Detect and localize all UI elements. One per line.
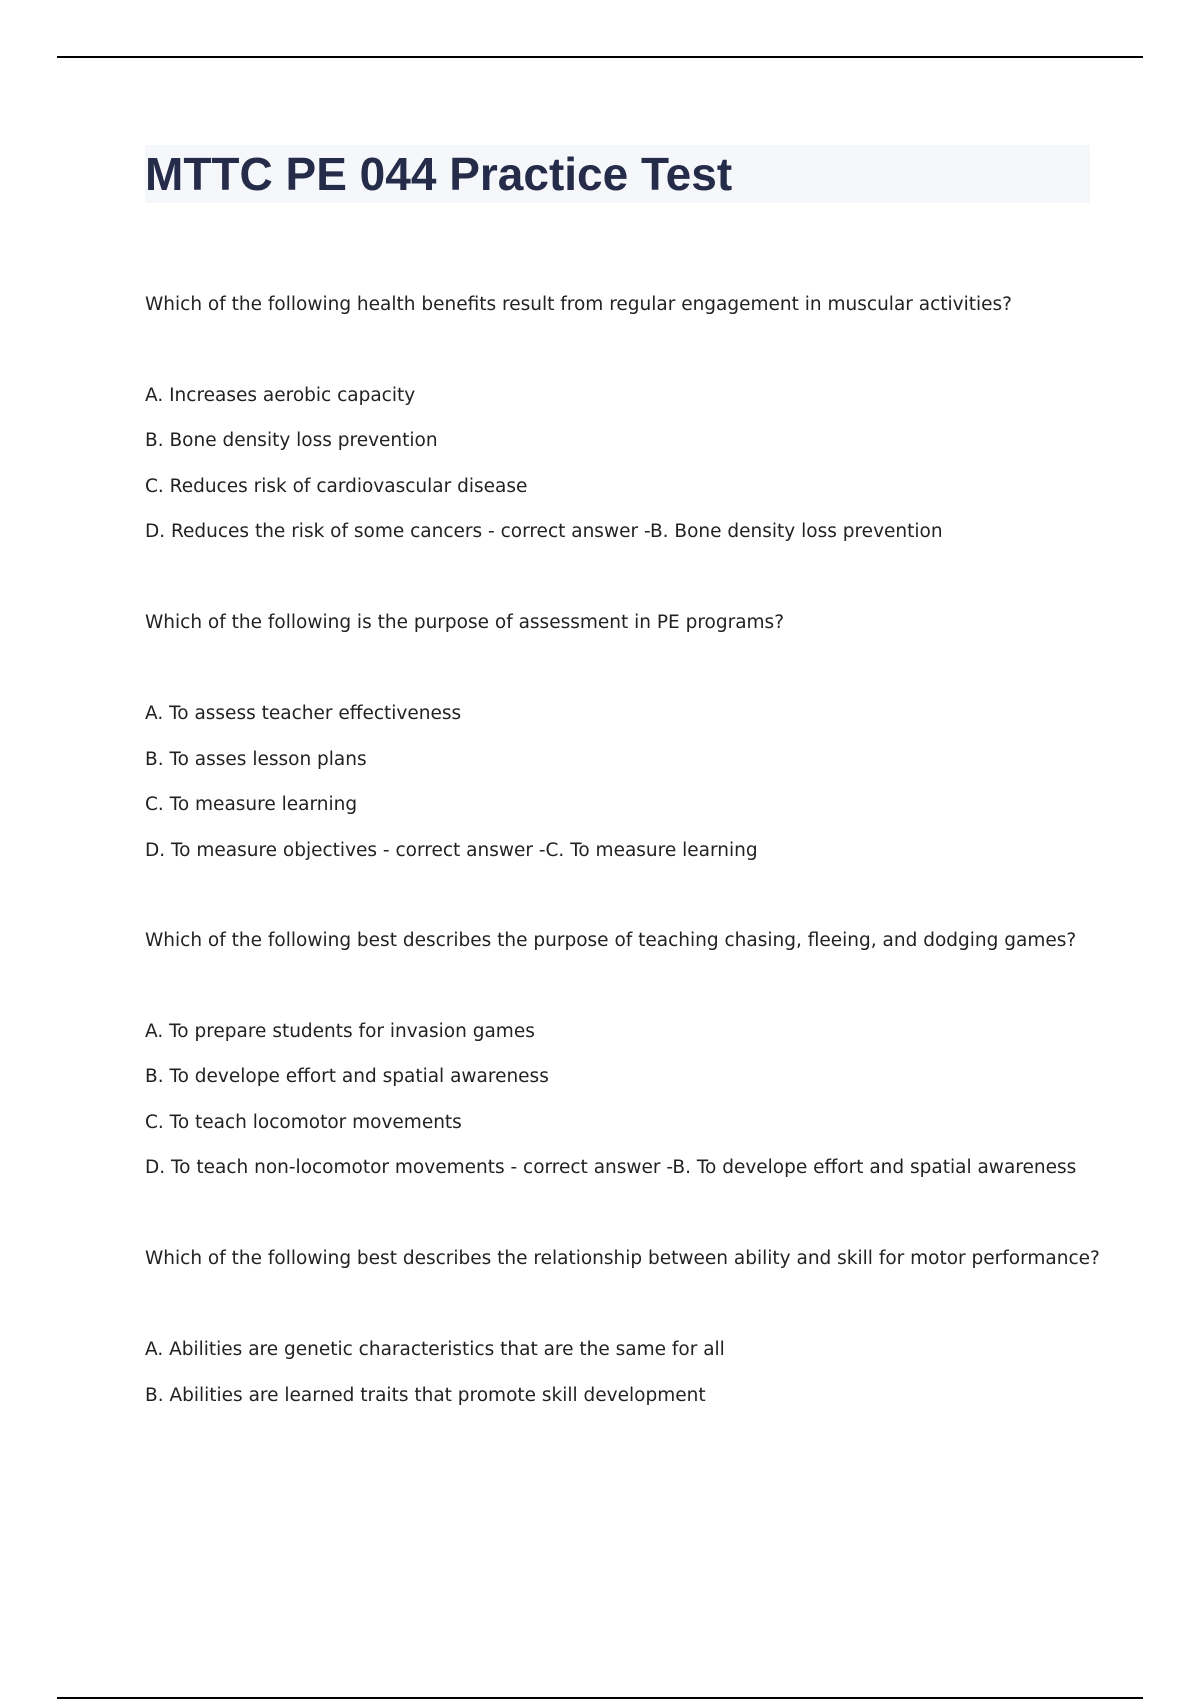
question-2-prompt: Which of the following is the purpose of assessment in PE programs? xyxy=(145,612,785,633)
question-3-option-b: B. To develope effort and spatial awareness xyxy=(145,1066,549,1087)
question-3-prompt: Which of the following best describes the purpose of teaching chasing, fleeing, and dodging games? xyxy=(145,930,1077,951)
question-4-option-a: A. Abilities are genetic characteristics that are the same for all xyxy=(145,1339,725,1360)
question-1-option-b: B. Bone density loss prevention xyxy=(145,430,438,451)
question-3-option-a: A. To prepare students for invasion games xyxy=(145,1021,535,1042)
question-1-option-d: D. Reduces the risk of some cancers - correct answer -B. Bone density loss prevention xyxy=(145,521,943,542)
question-1-prompt: Which of the following health benefits result from regular engagement in muscular activities? xyxy=(145,294,1012,315)
question-2-option-c: C. To measure learning xyxy=(145,794,358,815)
question-3-option-d: D. To teach non-locomotor movements - correct answer -B. To develope effort and spatial awareness xyxy=(145,1157,1077,1178)
question-2-option-b: B. To asses lesson plans xyxy=(145,749,367,770)
footer-rule xyxy=(57,1697,1143,1699)
header-rule xyxy=(57,56,1143,58)
question-2-option-d: D. To measure objectives - correct answer -C. To measure learning xyxy=(145,840,758,861)
question-4-prompt: Which of the following best describes the relationship between ability and skill for motor performance? xyxy=(145,1248,1100,1269)
question-3-option-c: C. To teach locomotor movements xyxy=(145,1112,462,1133)
question-1-option-a: A. Increases aerobic capacity xyxy=(145,385,416,406)
question-1-option-c: C. Reduces risk of cardiovascular disease xyxy=(145,476,528,497)
page-title: MTTC PE 044 Practice Test xyxy=(145,148,733,200)
question-4-option-b: B. Abilities are learned traits that promote skill development xyxy=(145,1385,706,1406)
question-2-option-a: A. To assess teacher effectiveness xyxy=(145,703,462,724)
